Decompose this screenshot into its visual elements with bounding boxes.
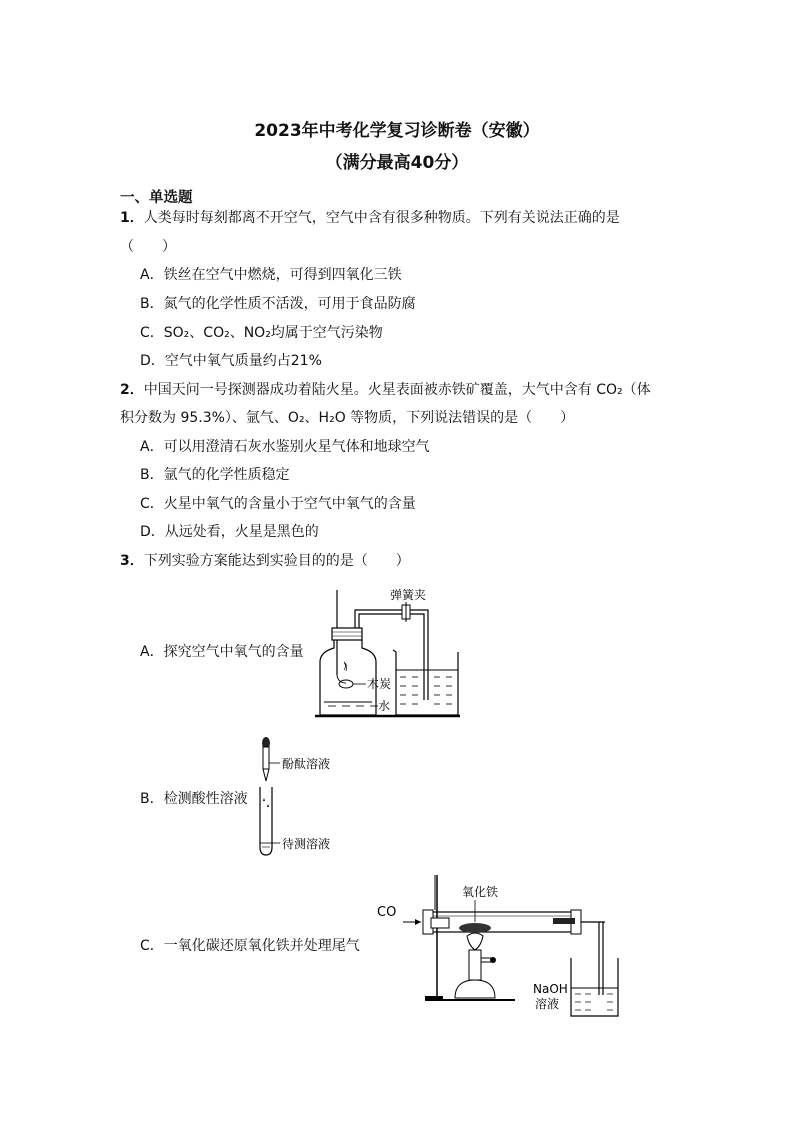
question-1-option-a[interactable]: A．铁丝在空气中燃烧，可得到四氧化三铁 [140,267,402,283]
question-text: 下列实验方案能达到实验目的的是（ ） [143,553,410,569]
page-subtitle: （满分最高40分） [325,153,469,173]
question-1-option-c[interactable]: C．SO₂、CO₂、NO₂均属于空气污染物 [140,325,383,341]
question-3-stem [120,550,410,570]
question-3-option-b[interactable]: B．检测酸性溶液 [140,791,248,807]
question-1-stem [120,207,620,227]
question-text: 人类每时每刻都离不开空气，空气中含有很多种物质。下列有关说法正确的是 [143,210,620,226]
figure-indicator-test [250,735,360,867]
question-number: 1． [120,210,144,226]
question-1-option-d[interactable]: D．空气中氧气质量约占21% [140,353,322,369]
page-title: 2023年中考化学复习诊断卷（安徽） [254,121,540,141]
question-3-option-a[interactable]: A．探究空气中氧气的含量 [140,644,304,660]
water-label: 水 [378,699,391,713]
solution-label: 溶液 [535,997,560,1011]
question-2-option-d[interactable]: D．从远处看，火星是黑色的 [140,524,319,540]
question-2-stem [120,379,651,399]
question-number: 3． [120,553,144,569]
charcoal-label: 木炭 [367,677,392,691]
question-1-option-b[interactable]: B．氮气的化学性质不活泼，可用于食品防腐 [140,296,416,312]
figure-oxygen-content-apparatus [310,580,470,729]
question-number: 2． [120,382,144,398]
question-2-option-c[interactable]: C．火星中氧气的含量小于空气中氧气的含量 [140,496,416,512]
question-1-answer-bracket: （ ） [120,239,176,255]
co-label: CO [377,905,397,920]
figure-co-reduction-apparatus [375,870,620,1024]
question-2-option-a[interactable]: A．可以用澄清石灰水鉴别火星气体和地球空气 [140,439,430,455]
question-2-stem-continued: 积分数为 95.3%）、氩气、O₂、H₂O 等物质，下列说法错误的是（ ） [120,410,575,426]
naoh-label: NaOH [533,982,568,996]
indicator-label: 酚酞溶液 [282,757,331,771]
iron-oxide-label: 氧化铁 [462,885,499,899]
question-text: 中国天问一号探测器成功着陆火星。火星表面被赤铁矿覆盖，大气中含有 CO₂（体 [143,382,651,398]
section-title: 一、单选题 [120,190,193,206]
clamp-label: 弹簧夹 [390,588,427,602]
test-solution-label: 待测溶液 [282,837,331,851]
question-3-option-c[interactable]: C．一氧化碳还原氧化铁并处理尾气 [140,938,360,954]
question-2-option-b[interactable]: B．氩气的化学性质稳定 [140,467,290,483]
